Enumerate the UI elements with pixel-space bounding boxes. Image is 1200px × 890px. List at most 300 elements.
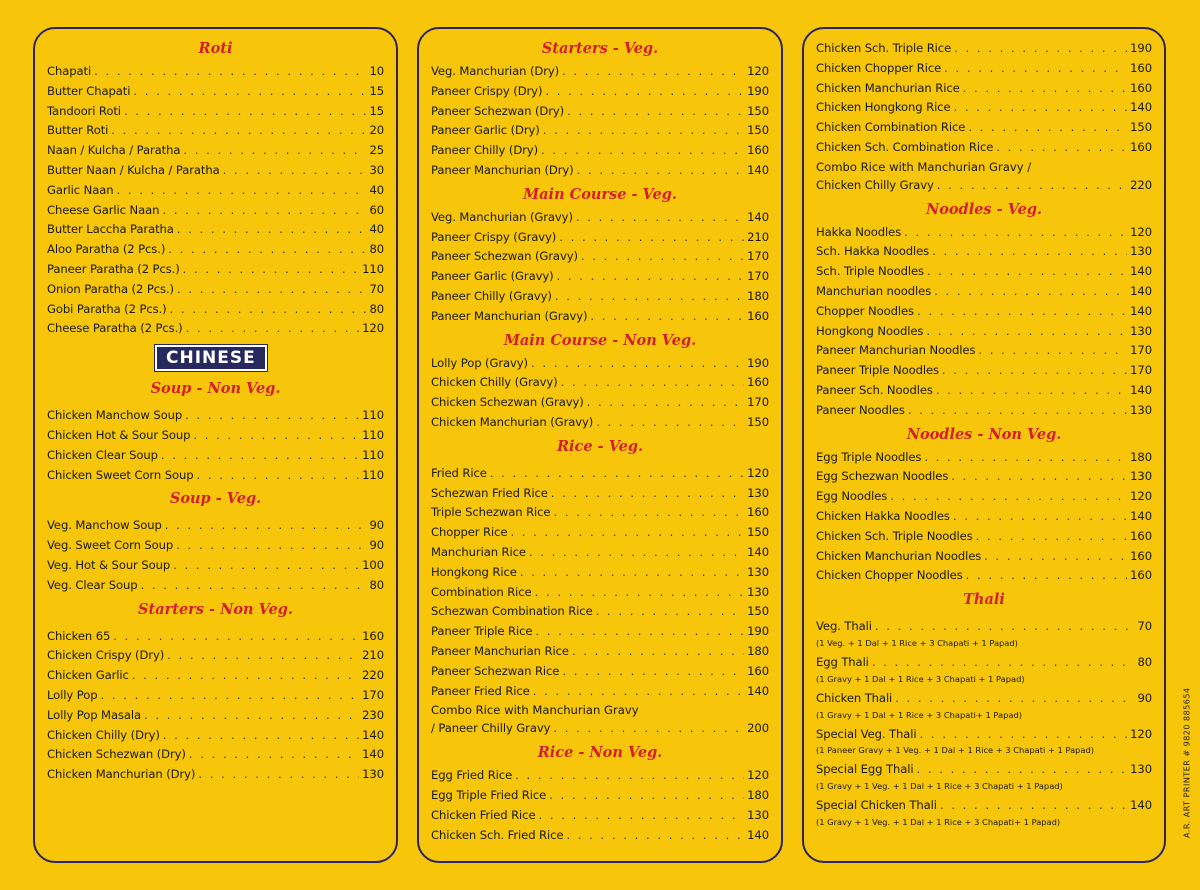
menu-item-price: 120 [1130, 489, 1152, 504]
menu-item-price: 130 [747, 564, 769, 579]
menu-item-price: 130 [1130, 469, 1152, 484]
menu-item-name: Chopper Noodles [816, 303, 914, 318]
menu-item-price: 160 [1130, 568, 1152, 583]
leader-dots [167, 646, 359, 666]
leader-dots [198, 765, 359, 785]
leader-dots [927, 262, 1127, 282]
chinese-banner: CHINESE [155, 345, 267, 371]
leader-dots [533, 682, 744, 702]
menu-item-price: 60 [369, 202, 384, 217]
leader-dots [144, 706, 359, 726]
leader-dots [924, 448, 1127, 468]
combo-chicken-rice-line2-text: Chicken Chilly Gravy [816, 177, 934, 192]
menu-item [816, 689, 1152, 709]
menu-item-name: Chicken Crispy (Dry) [47, 648, 165, 663]
leader-dots [168, 240, 366, 260]
menu-item-name: Lolly Pop (Gravy) [431, 355, 528, 370]
menu-item-price: 70 [1137, 619, 1152, 634]
menu-item [47, 426, 384, 446]
menu-item [431, 563, 769, 583]
menu-item [816, 401, 1152, 421]
leader-dots [94, 62, 366, 82]
menu-item-name: Chicken Sch. Triple Rice [816, 41, 952, 55]
menu-item-name: Special Egg Thali [816, 762, 914, 777]
menu-item-price: 130 [362, 767, 384, 782]
menu-item-name: Egg Thali [816, 654, 869, 669]
menu-item-name: Schezwan Fried Rice [431, 485, 548, 500]
menu-item [47, 141, 384, 161]
menu-item-name: Chicken Hakka Noodles [816, 508, 950, 523]
leader-dots [932, 242, 1127, 262]
leader-dots [942, 361, 1127, 381]
menu-item-name: Butter Roti [47, 123, 109, 138]
menu-item-price: 140 [747, 544, 769, 559]
menu-item [431, 662, 769, 682]
menu-item-name: Chicken Chopper Noodles [816, 568, 963, 583]
menu-item-price: 210 [747, 229, 769, 244]
menu-item [47, 627, 384, 647]
leader-dots [186, 319, 360, 339]
leader-dots [596, 413, 744, 433]
leader-dots [561, 373, 745, 393]
menu-item [431, 413, 769, 433]
menu-item-price: 160 [1130, 60, 1152, 75]
menu-item [47, 300, 384, 320]
combo-rice-price: 200 [747, 721, 769, 736]
section-heading-rice-nonveg: Rice - Non Veg. [537, 744, 663, 762]
leader-dots [951, 467, 1127, 487]
leader-dots [549, 786, 744, 806]
section-heading-noodles-veg: Noodles - Veg. [925, 200, 1043, 218]
menu-item-price: 180 [747, 643, 769, 658]
menu-item-price: 120 [1130, 726, 1152, 741]
menu-item [47, 62, 384, 82]
menu-item [431, 622, 769, 642]
menu-list-rice-veg [431, 464, 769, 702]
menu-item-name: Tandoori Roti [47, 103, 121, 118]
leader-dots [984, 547, 1127, 567]
combo-chicken-rice-line2 [816, 176, 1152, 196]
leader-dots [934, 282, 1127, 302]
menu-item-price: 130 [747, 584, 769, 599]
menu-panel-left [33, 27, 398, 863]
menu-item-price: 180 [747, 787, 769, 802]
leader-dots [581, 247, 744, 267]
leader-dots [193, 426, 359, 446]
menu-item-price: 140 [1130, 508, 1152, 523]
menu-list-starters-nonveg [47, 627, 384, 785]
menu-item-price: 140 [1130, 264, 1152, 279]
menu-item-price: 190 [747, 83, 769, 98]
menu-item [816, 448, 1152, 468]
leader-dots [920, 725, 1128, 745]
menu-item-name: Paneer Triple Rice [431, 624, 533, 639]
menu-list-main-veg [431, 208, 769, 327]
menu-item [816, 59, 1152, 79]
leader-dots [577, 161, 745, 181]
menu-item-name: Chicken Sweet Corn Soup [47, 467, 194, 482]
menu-item-price: 160 [1130, 528, 1152, 543]
menu-item-name: Chicken Schezwan (Gravy) [431, 395, 584, 410]
menu-item-price: 40 [369, 182, 384, 197]
menu-item-price: 130 [747, 807, 769, 822]
menu-list-starters-veg [431, 62, 769, 181]
combo-rice-line1: Combo Rice with Manchurian Gravy [431, 703, 639, 718]
menu-item-price: 90 [1137, 690, 1152, 705]
menu-item [47, 240, 384, 260]
menu-item [47, 765, 384, 785]
menu-list-soup-veg [47, 516, 384, 595]
menu-item-price: 160 [747, 143, 769, 158]
leader-dots [545, 82, 744, 102]
thali-description: (1 Gravy + 1 Veg. + 1 Dal + 1 Rice + 3 Chapati + 1 Papad) [816, 781, 1063, 792]
menu-item-name: Aloo Paratha (2 Pcs.) [47, 242, 166, 257]
menu-item-name: Chicken Sch. Triple Noodles [816, 528, 973, 543]
combo-chicken-rice-price: 220 [1130, 177, 1152, 192]
section-heading-main-nonveg: Main Course - Non Veg. [503, 331, 697, 349]
leader-dots [515, 766, 744, 786]
menu-item [47, 745, 384, 765]
menu-item [816, 381, 1152, 401]
menu-list-rice-nonveg-cont [816, 39, 1152, 158]
menu-panel-right [802, 27, 1166, 863]
menu-item-name: Garlic Naan [47, 182, 114, 197]
menu-item-name: Paneer Noodles [816, 402, 905, 417]
menu-item-name: Chicken Chilly (Gravy) [431, 375, 558, 390]
leader-dots [895, 689, 1134, 709]
leader-dots [189, 745, 359, 765]
menu-item-name: Naan / Kulcha / Paratha [47, 143, 181, 158]
menu-item-price: 15 [369, 103, 384, 118]
menu-item-price: 160 [1130, 139, 1152, 154]
menu-item-price: 140 [1130, 283, 1152, 298]
leader-dots [872, 653, 1135, 673]
menu-item-name: Sch. Hakka Noodles [816, 244, 930, 259]
menu-item-price: 110 [362, 408, 384, 423]
menu-item-name: Sch. Triple Noodles [816, 264, 924, 279]
menu-item-price: 160 [1130, 80, 1152, 95]
menu-item-name: Veg. Thali [816, 619, 872, 634]
leader-dots [551, 484, 744, 504]
menu-item [47, 406, 384, 426]
leader-dots [535, 622, 744, 642]
leader-dots [555, 287, 744, 307]
leader-dots [132, 666, 359, 686]
menu-item-name: Hakka Noodles [816, 224, 902, 239]
leader-dots [117, 181, 367, 201]
menu-item-name: Paneer Chilly (Gravy) [431, 288, 552, 303]
menu-item-price: 150 [747, 525, 769, 540]
menu-item [431, 161, 769, 181]
menu-item-name: Egg Triple Fried Rice [431, 787, 547, 802]
menu-item-price: 110 [362, 427, 384, 442]
leader-dots [176, 536, 366, 556]
menu-item [431, 82, 769, 102]
menu-item-name: Egg Triple Noodles [816, 449, 922, 464]
leader-dots [976, 527, 1128, 547]
leader-dots [596, 602, 745, 622]
menu-item [431, 373, 769, 393]
menu-item-price: 140 [747, 209, 769, 224]
section-heading-starters-veg: Starters - Veg. [541, 40, 659, 57]
menu-item [431, 141, 769, 161]
leader-dots [197, 466, 360, 486]
menu-item [816, 39, 1152, 59]
leader-dots [587, 393, 745, 413]
menu-item [431, 543, 769, 563]
menu-item-price: 130 [1130, 762, 1152, 777]
menu-item-price: 110 [362, 261, 384, 276]
leader-dots [223, 161, 367, 181]
menu-item-price: 150 [747, 103, 769, 118]
leader-dots [590, 307, 744, 327]
menu-item [47, 280, 384, 300]
menu-item [431, 766, 769, 786]
menu-item-price: 140 [362, 727, 384, 742]
menu-item [47, 576, 384, 596]
section-heading-main-veg: Main Course - Veg. [523, 185, 677, 203]
menu-item-price: 110 [362, 447, 384, 462]
thali-description: (1 Gravy + 1 Veg. + 1 Dal + 1 Rice + 3 Chapati+ 1 Papad) [816, 816, 1061, 827]
menu-item-name: Veg. Hot & Sour Soup [47, 557, 171, 572]
leader-dots [535, 583, 745, 603]
menu-item [816, 282, 1152, 302]
menu-item-name: Paneer Sch. Noodles [816, 382, 933, 397]
menu-item [816, 361, 1152, 381]
menu-item-name: Paneer Chilly (Dry) [431, 143, 538, 158]
menu-item-price: 140 [1130, 798, 1152, 813]
leader-dots [553, 719, 744, 739]
menu-item-name: Chicken Chilly (Dry) [47, 727, 160, 742]
menu-item-price: 80 [1137, 654, 1152, 669]
leader-dots [553, 503, 744, 523]
combo-rice-line2-text: / Paneer Chilly Gravy [431, 721, 551, 736]
menu-item [431, 642, 769, 662]
menu-item-price: 150 [1130, 120, 1152, 135]
leader-dots [996, 138, 1127, 158]
menu-item [431, 287, 769, 307]
leader-dots [141, 576, 367, 596]
menu-item [816, 302, 1152, 322]
menu-item-name: Manchurian noodles [816, 283, 932, 298]
menu-item-price: 220 [362, 668, 384, 683]
menu-item [47, 181, 384, 201]
menu-item-price: 130 [1130, 244, 1152, 259]
menu-item-name: Paneer Garlic (Gravy) [431, 269, 554, 284]
menu-item [431, 354, 769, 374]
leader-dots [161, 446, 359, 466]
menu-item [816, 487, 1152, 507]
menu-item-name: Chicken Hot & Sour Soup [47, 427, 191, 442]
menu-item-name: Chicken Schezwan (Dry) [47, 747, 186, 762]
menu-item [816, 79, 1152, 99]
menu-item-price: 170 [362, 687, 384, 702]
menu-item-name: Butter Chapati [47, 83, 131, 98]
menu-item-name: Chicken Clear Soup [47, 447, 158, 462]
leader-dots [559, 228, 744, 248]
menu-list-thali [816, 617, 1152, 828]
menu-item [431, 682, 769, 702]
menu-item [47, 82, 384, 102]
menu-item-price: 10 [369, 64, 384, 78]
menu-item-name: Paneer Manchurian (Dry) [431, 162, 574, 177]
leader-dots [875, 617, 1135, 637]
leader-dots [572, 642, 744, 662]
menu-item-name: Chicken Chopper Rice [816, 60, 942, 75]
menu-item-name: Chicken Manchurian (Dry) [47, 767, 196, 782]
menu-item-price: 160 [362, 628, 384, 643]
leader-dots [529, 543, 744, 563]
menu-item-price: 160 [1130, 548, 1152, 563]
menu-item [47, 466, 384, 486]
menu-item-name: Paneer Schezwan Rice [431, 663, 560, 678]
menu-item-name: Lolly Pop [47, 687, 98, 702]
menu-item [431, 121, 769, 141]
leader-dots [940, 796, 1127, 816]
menu-item [431, 393, 769, 413]
menu-item-price: 120 [747, 768, 769, 783]
menu-item-name: Chicken Manchurian Noodles [816, 548, 982, 563]
menu-item-price: 120 [747, 64, 769, 78]
leader-dots [944, 59, 1127, 79]
menu-item [816, 262, 1152, 282]
menu-item [47, 556, 384, 576]
menu-item [816, 760, 1152, 780]
leader-dots [538, 806, 744, 826]
menu-item-name: Veg. Clear Soup [47, 577, 138, 592]
leader-dots [890, 487, 1127, 507]
leader-dots [510, 523, 744, 543]
menu-item-name: Manchurian Rice [431, 544, 526, 559]
menu-item-price: 160 [747, 375, 769, 390]
menu-item-price: 30 [369, 162, 384, 177]
menu-item-name: Chicken Thali [816, 690, 893, 705]
leader-dots [562, 62, 744, 82]
menu-item [431, 806, 769, 826]
menu-item-price: 170 [1130, 343, 1152, 358]
menu-item [431, 523, 769, 543]
menu-item-name: Veg. Sweet Corn Soup [47, 538, 174, 553]
menu-item-name: Chicken Manchow Soup [47, 408, 183, 423]
menu-item-name: Chicken 65 [47, 628, 111, 643]
menu-item [816, 796, 1152, 816]
leader-dots [541, 141, 744, 161]
menu-item-name: Chapati [47, 64, 92, 78]
leader-dots [520, 563, 744, 583]
leader-dots [566, 826, 744, 846]
leader-dots [937, 176, 1127, 196]
menu-item-name: Paneer Schezwan (Gravy) [431, 249, 578, 264]
leader-dots [183, 260, 359, 280]
menu-item [816, 566, 1152, 586]
menu-item-price: 120 [747, 465, 769, 480]
menu-item [47, 666, 384, 686]
menu-item [816, 98, 1152, 118]
menu-item [816, 467, 1152, 487]
section-heading-rice-veg: Rice - Veg. [556, 437, 644, 455]
menu-item-name: Chicken Manchurian (Gravy) [431, 414, 594, 429]
menu-item-name: Veg. Manchow Soup [47, 518, 162, 533]
menu-item-name: Onion Paratha (2 Pcs.) [47, 281, 174, 296]
menu-item [816, 341, 1152, 361]
menu-item [431, 228, 769, 248]
menu-item-price: 120 [1130, 224, 1152, 239]
menu-item-name: Paneer Paratha (2 Pcs.) [47, 261, 180, 276]
menu-item-name: Gobi Paratha (2 Pcs.) [47, 301, 167, 316]
leader-dots [968, 118, 1127, 138]
leader-dots [165, 516, 367, 536]
menu-item-price: 80 [369, 301, 384, 316]
menu-item-price: 140 [1130, 382, 1152, 397]
leader-dots [113, 627, 359, 647]
menu-item [431, 247, 769, 267]
menu-list-soup-nonveg [47, 406, 384, 485]
menu-item-name: Paneer Crispy (Gravy) [431, 229, 557, 244]
menu-item-price: 140 [747, 162, 769, 177]
menu-item [816, 507, 1152, 527]
menu-item [47, 161, 384, 181]
menu-item-price: 140 [747, 683, 769, 698]
leader-dots [904, 223, 1127, 243]
menu-item-name: Chicken Hongkong Rice [816, 100, 951, 115]
menu-item [47, 726, 384, 746]
leader-dots [163, 726, 359, 746]
menu-item-name: Combination Rice [431, 584, 532, 599]
menu-item-name: Hongkong Noodles [816, 323, 924, 338]
leader-dots [557, 267, 745, 287]
menu-item-name: Cheese Paratha (2 Pcs.) [47, 321, 183, 336]
menu-item-price: 150 [747, 414, 769, 429]
menu-item-name: Triple Schezwan Rice [431, 505, 551, 520]
menu-item-price: 80 [369, 577, 384, 592]
menu-item-price: 25 [369, 143, 384, 158]
menu-item-price: 140 [747, 827, 769, 842]
menu-item-price: 230 [362, 707, 384, 722]
leader-dots [562, 662, 744, 682]
menu-item-name: Special Chicken Thali [816, 798, 937, 813]
menu-item-name: Egg Noodles [816, 489, 888, 504]
menu-item-price: 170 [1130, 363, 1152, 378]
menu-list-noodles-veg [816, 223, 1152, 421]
menu-item-price: 140 [1130, 303, 1152, 318]
menu-item-price: 180 [747, 288, 769, 303]
leader-dots [966, 566, 1127, 586]
menu-item-price: 190 [747, 624, 769, 639]
menu-item [816, 725, 1152, 745]
menu-item-name: Paneer Manchurian Noodles [816, 343, 976, 358]
menu-item [47, 536, 384, 556]
thali-description: (1 Gravy + 1 Dal + 1 Rice + 3 Chapati + 1 Papad) [816, 673, 1025, 684]
menu-item-price: 80 [369, 242, 384, 257]
leader-dots [531, 354, 744, 374]
leader-dots [170, 300, 367, 320]
menu-item [816, 547, 1152, 567]
menu-item [431, 826, 769, 846]
menu-item-price: 150 [747, 123, 769, 138]
combo-chicken-rice-line1: Combo Rice with Manchurian Gravy / [816, 159, 1032, 174]
menu-item [47, 201, 384, 221]
menu-item-name: Special Veg. Thali [816, 726, 917, 741]
leader-dots [543, 121, 744, 141]
menu-list-noodles-nonveg [816, 448, 1152, 587]
leader-dots [954, 98, 1128, 118]
leader-dots [978, 341, 1127, 361]
menu-item-name: Paneer Schezwan (Dry) [431, 103, 565, 118]
section-heading-soup-nonveg: Soup - Non Veg. [150, 380, 281, 398]
leader-dots [183, 141, 366, 161]
leader-dots [185, 406, 359, 426]
menu-item-price: 140 [362, 747, 384, 762]
